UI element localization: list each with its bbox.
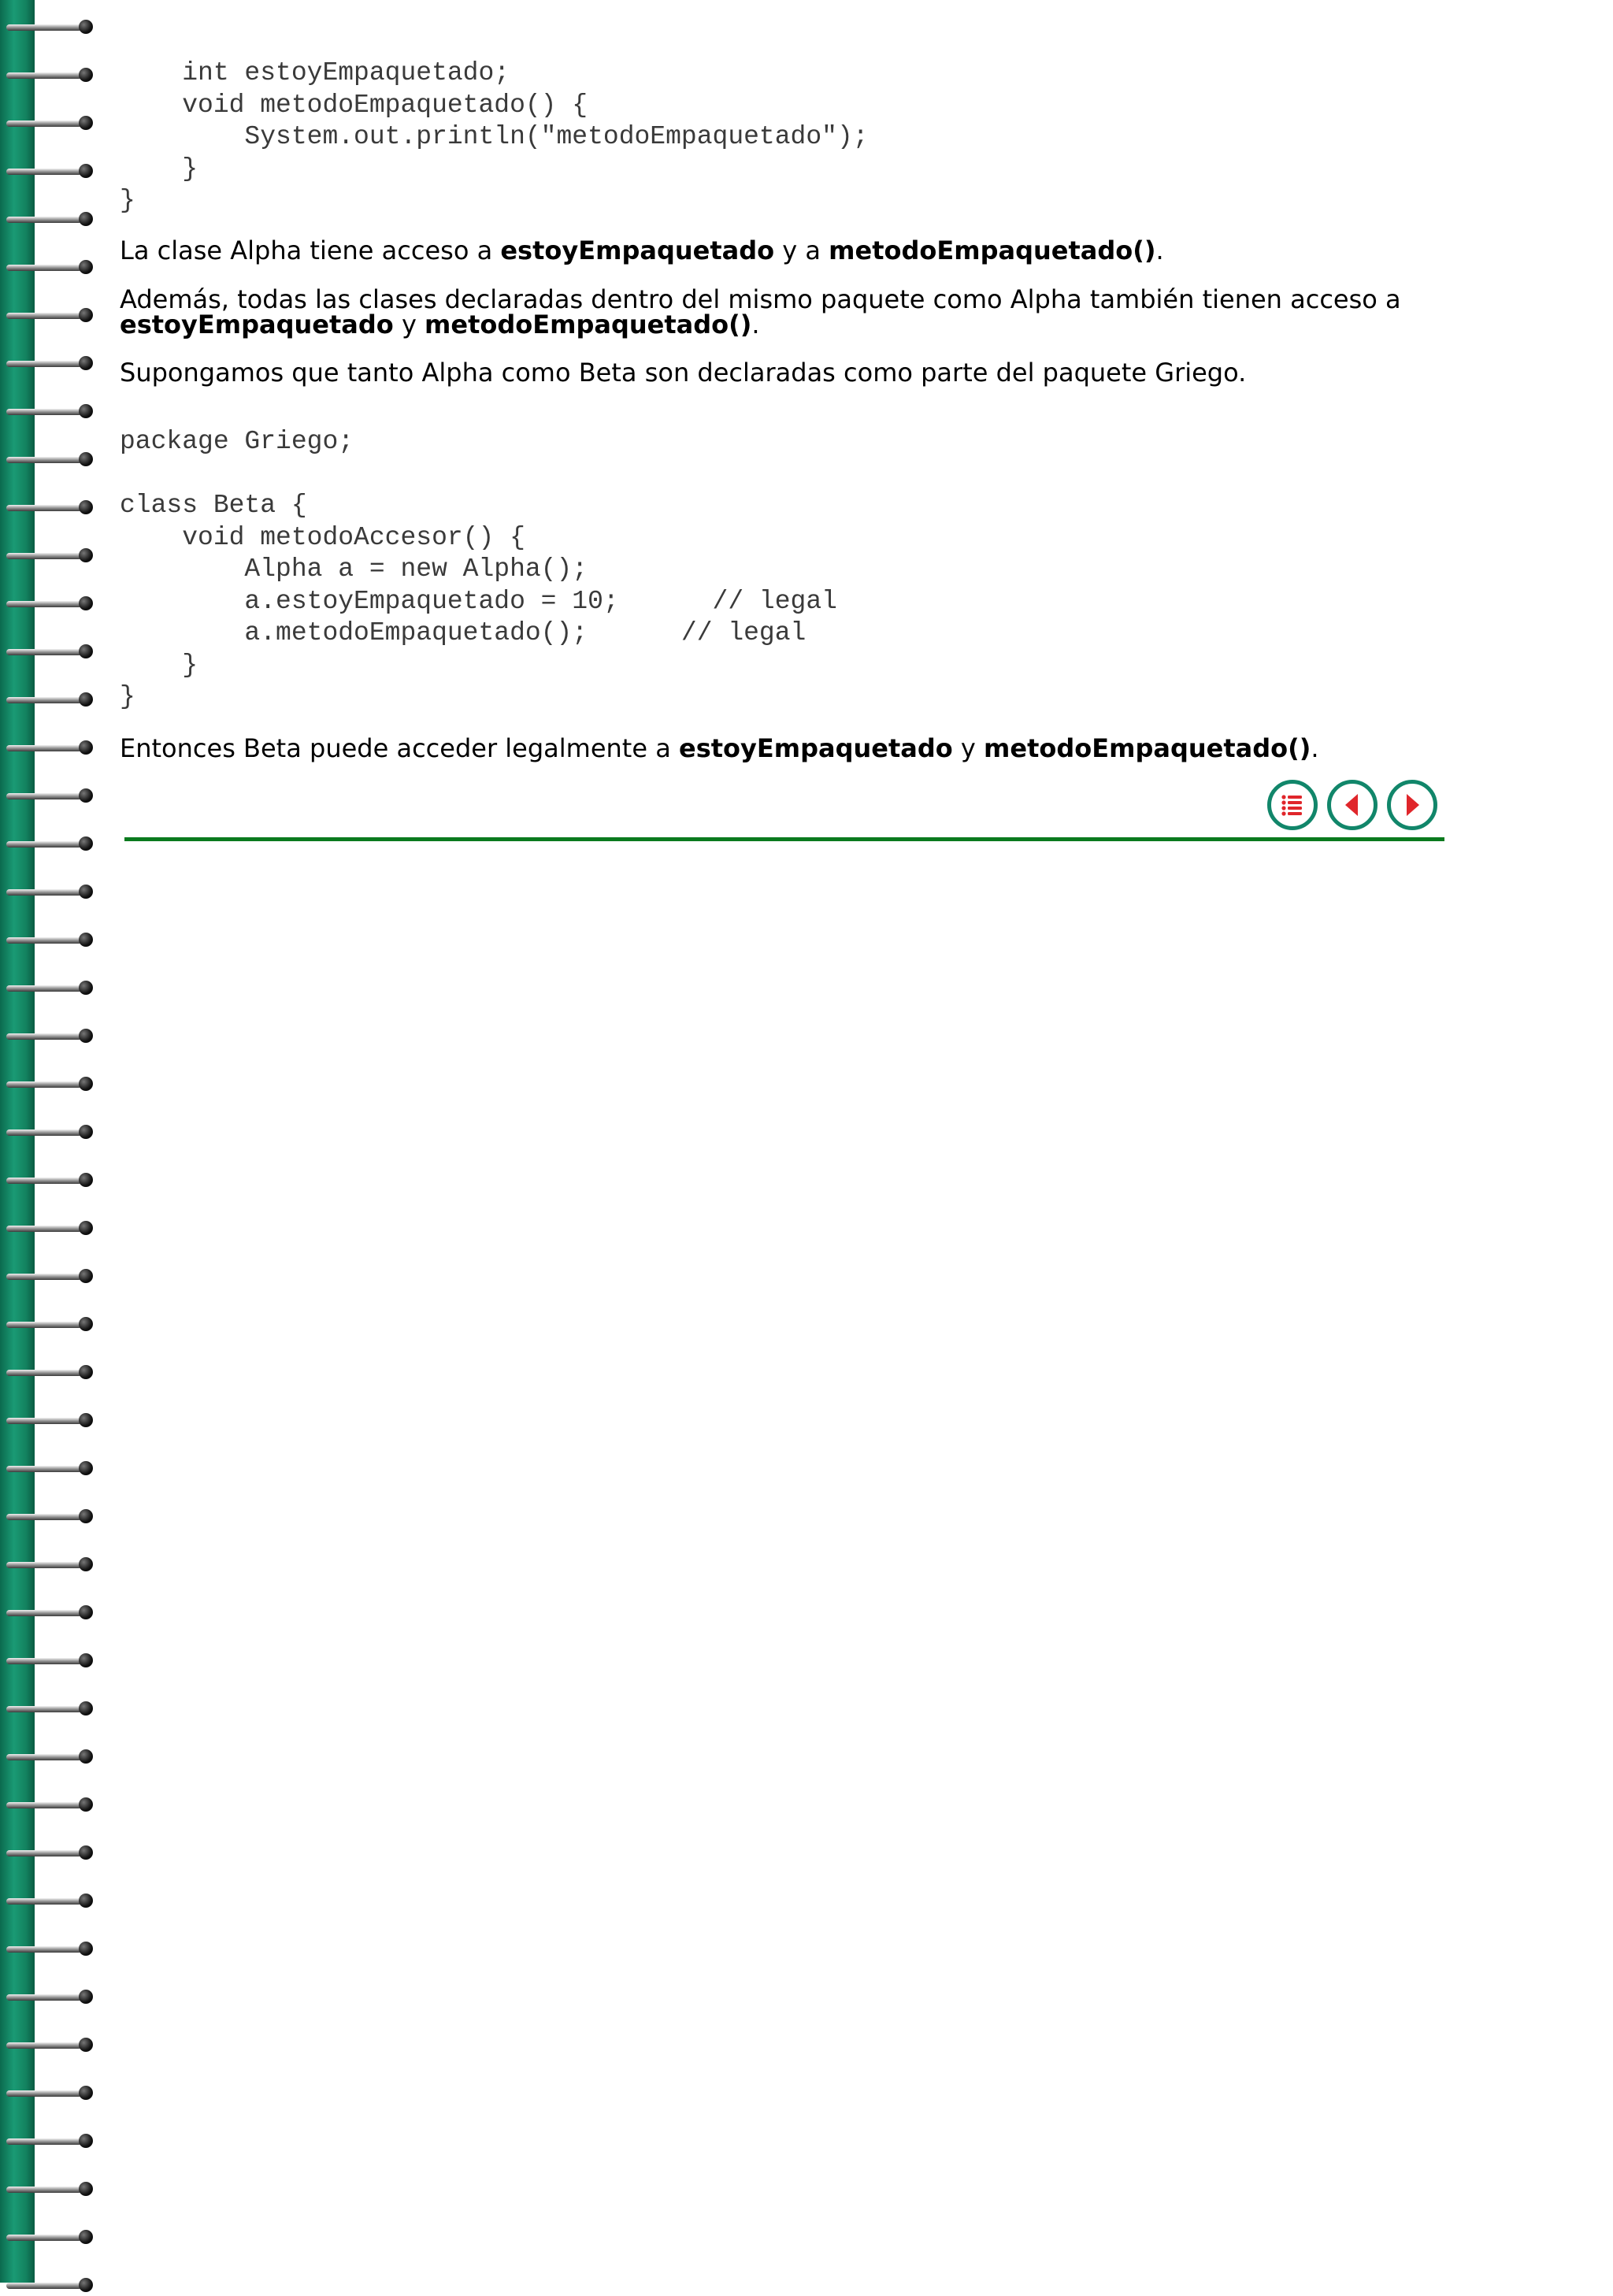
binding-ring (6, 1795, 91, 1816)
binding-ring (6, 690, 91, 710)
paragraph-greek-package: Supongamos que tanto Alpha como Beta son declaradas como parte del paquete Griego. (120, 358, 1247, 388)
binding-ring (6, 1363, 91, 1383)
binding-ring (6, 546, 91, 566)
binding-ring (6, 113, 91, 134)
contents-list-icon (1277, 789, 1308, 821)
previous-page-icon (1337, 789, 1368, 821)
binding-ring (6, 2179, 91, 2200)
binding-ring (6, 1747, 91, 1767)
binding-ring (6, 210, 91, 230)
binding-ring (6, 2083, 91, 2104)
next-page-icon (1396, 789, 1428, 821)
binding-ring (6, 1170, 91, 1191)
binding-ring (6, 306, 91, 326)
bold-term: estoyEmpaquetado (678, 733, 953, 763)
text-segment: y (952, 733, 984, 763)
paragraph-package-access (120, 284, 1451, 339)
text-segment: y (393, 310, 425, 339)
binding-ring (6, 17, 91, 38)
bold-term: estoyEmpaquetado (120, 310, 394, 339)
binding-ring (6, 930, 91, 951)
binding-ring (6, 786, 91, 807)
binding-ring (6, 978, 91, 999)
next-page-button[interactable] (1387, 780, 1437, 830)
text-segment: . (1311, 733, 1319, 763)
binding-ring (6, 2035, 91, 2056)
binding-ring (6, 1699, 91, 1719)
bold-term: metodoEmpaquetado() (984, 733, 1311, 763)
bold-term: metodoEmpaquetado() (425, 310, 752, 339)
binding-ring (6, 354, 91, 374)
binding-ring (6, 65, 91, 86)
binding-ring (6, 738, 91, 759)
text-segment: . (751, 310, 760, 339)
paragraph-beta-legal (120, 733, 1451, 763)
binding-ring (6, 1459, 91, 1479)
binding-ring (6, 1122, 91, 1143)
binding-ring (6, 2131, 91, 2152)
binding-ring (6, 1026, 91, 1047)
page-navigation (1267, 780, 1437, 830)
paragraph-alpha-access (120, 238, 1451, 263)
binding-ring (6, 1603, 91, 1623)
binding-ring (6, 2227, 91, 2248)
binding-ring (6, 594, 91, 614)
binding-ring (6, 642, 91, 662)
binding-ring (6, 1843, 91, 1864)
binding-ring (6, 1555, 91, 1575)
text-segment: y a (774, 236, 829, 265)
text-segment: Además, todas las clases declaradas dentro del mismo paquete como Alpha también tienen acceso a (120, 284, 1401, 314)
binding-ring (6, 1939, 91, 1960)
binding-ring (6, 1074, 91, 1095)
binding-ring (6, 1411, 91, 1431)
binding-ring (6, 1987, 91, 2008)
binding-ring (6, 1651, 91, 1671)
code-block-alpha: int estoyEmpaquetado; void metodoEmpaquetado() { System.out.println("metodoEmpaquetado"); } } (120, 58, 869, 215)
horizontal-rule (124, 837, 1444, 841)
binding-ring (6, 882, 91, 903)
binding-ring (6, 2276, 91, 2296)
bold-term: estoyEmpaquetado (500, 236, 775, 265)
binding-ring (6, 498, 91, 518)
binding-ring (6, 450, 91, 470)
binding-ring (6, 258, 91, 278)
text-segment: . (1155, 236, 1164, 265)
code-block-beta: package Griego; class Beta { void metodoAccesor() { Alpha a = new Alpha(); a.estoyEmpaquetado = 10; // legal a.metodoEmpaquetado(); // legal } } (120, 427, 837, 711)
binding-ring (6, 402, 91, 422)
binding-ring (6, 1891, 91, 1912)
binding-ring (6, 834, 91, 855)
contents-button[interactable] (1267, 780, 1318, 830)
binding-ring (6, 1218, 91, 1239)
binding-ring (6, 1267, 91, 1287)
bold-term: metodoEmpaquetado() (829, 236, 1156, 265)
binding-ring (6, 1507, 91, 1527)
previous-page-button[interactable] (1327, 780, 1378, 830)
binding-ring (6, 161, 91, 182)
text-segment: La clase Alpha tiene acceso a (120, 236, 501, 265)
binding-ring (6, 1315, 91, 1335)
spiral-binding (0, 0, 98, 2283)
text-segment: Entonces Beta puede acceder legalmente a (120, 733, 679, 763)
